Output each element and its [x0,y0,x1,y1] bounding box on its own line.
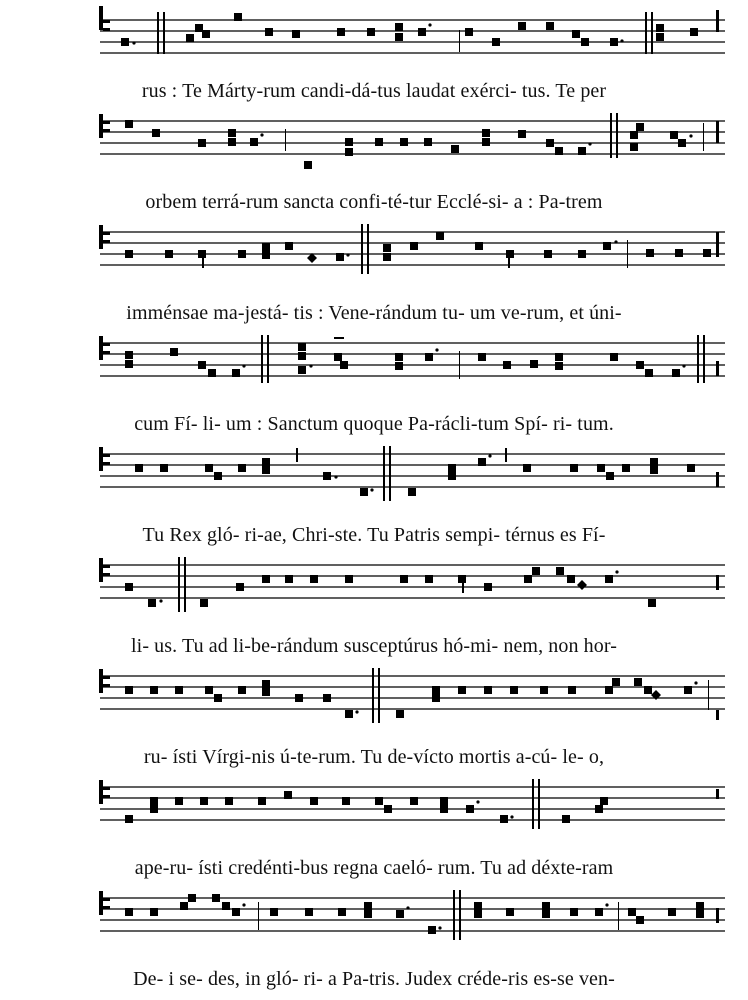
staff-6 [0,555,748,635]
chant-system-8 [0,777,748,888]
chant-system-3 [0,222,748,333]
lyric-line: imménsae ma-jestá- tis : Vene-rándum tu- um ve-rum, et úni- [126,302,622,324]
chant-system-7 [0,666,748,777]
lyric-line: De- i se- des, in gló- ri- a Pa-tris. Judex créde-ris es-se ven- [133,968,615,990]
lyric-line: rus : Te Márty-rum candi-dá-tus laudat exérci- tus. Te per [141,80,607,102]
chant-system-9 [0,888,748,1000]
staff-3 [0,222,748,302]
lyric-line: ru- ísti Vírgi-nis ú-te-rum. Tu de-vícto mortis a-cú- le- o, [143,746,605,768]
lyric-line: ape-ru- ísti credénti-bus regna caeló- rum. Tu ad déxte-ram [134,857,614,879]
chant-system-4 [0,333,748,444]
staff-1 [0,0,748,80]
staff-4 [0,333,748,413]
staff-5 [0,444,748,524]
staff-2 [0,111,748,191]
c-clef-icon [99,6,103,30]
lyric-line: li- us. Tu ad li-be-rándum susceptúrus hó-mi- nem, non hor- [131,635,617,657]
staff-8 [0,777,748,857]
chant-system-5 [0,444,748,555]
lyric-line: cum Fí- li- um : Sanctum quoque Pa-rácli-tum Spí- ri- tum. [134,413,614,435]
staff-9 [0,888,748,968]
chant-system-6 [0,555,748,666]
chant-system-2 [0,111,748,222]
chant-system-1 [0,0,748,111]
lyric-line: Tu Rex gló- ri-ae, Chri-ste. Tu Patris sempi- térnus es Fí- [142,524,606,546]
staff-7 [0,666,748,746]
lyric-line: orbem terrá-rum sancta confi-té-tur Ecclé-si- a : Pa-trem [145,191,603,213]
